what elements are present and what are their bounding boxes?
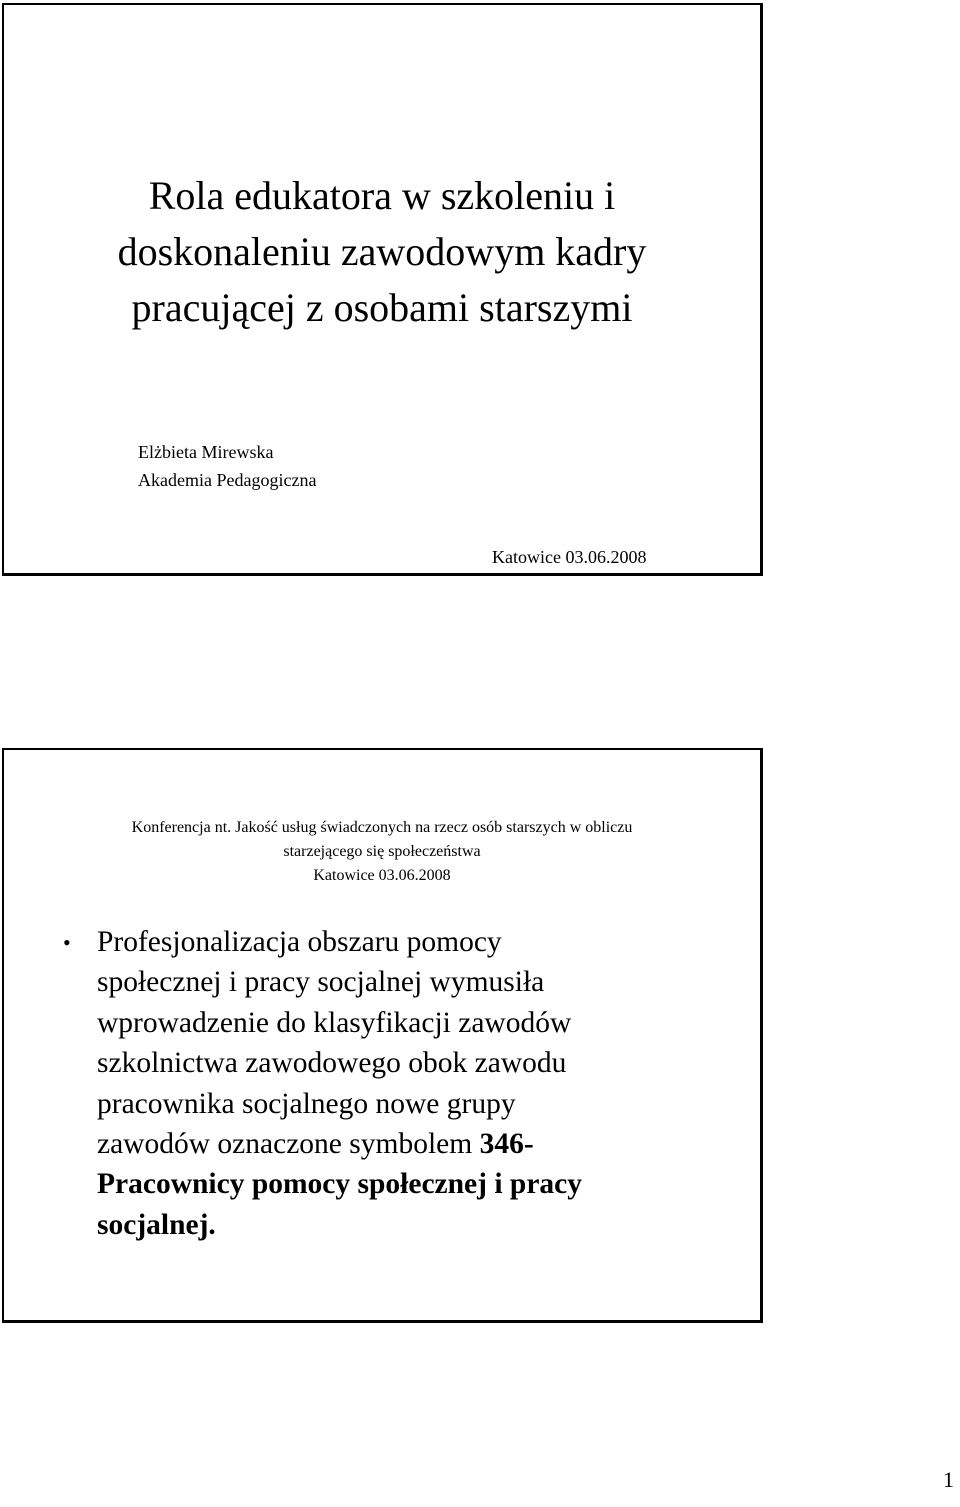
conference-header xyxy=(4,816,760,888)
title-line-1: Rola edukatora w szkoleniu i xyxy=(148,173,616,218)
author-name: Elżbieta Mirewska xyxy=(138,442,274,462)
bullet-text xyxy=(97,922,582,1245)
conference-header-line-1: Konferencja nt. Jakość usług świadczonych na rzecz osób starszych w obliczu xyxy=(131,819,633,836)
bullet-line-6 xyxy=(97,1124,582,1164)
bullet-icon: • xyxy=(63,930,71,955)
conference-header-line-2: starzejącego się społeczeństwa xyxy=(283,843,481,860)
bullet-line-1: Profesjonalizacja obszaru pomocy xyxy=(97,926,502,958)
slide-1-title xyxy=(4,168,760,336)
bullet-line-8: socjalnej. xyxy=(97,1208,216,1241)
page-number: 1 xyxy=(943,1467,954,1492)
bullet-line-7: Pracownicy pomocy społecznej i pracy xyxy=(97,1168,583,1201)
slide-1-date: Katowice 03.06.2008 xyxy=(492,547,647,567)
bullet-line-4: szkolnictwa zawodowego obok zawodu xyxy=(97,1047,567,1080)
bullet-line-6-text: zawodów oznaczone symbolem xyxy=(97,1128,480,1161)
bullet-line-3: wprowadzenie do klasyfikacji zawodów xyxy=(97,1006,572,1039)
conference-header-line-3: Katowice 03.06.2008 xyxy=(313,867,451,884)
author-institution: Akademia Pedagogiczna xyxy=(138,470,317,490)
bullet-line-2: społecznej i pracy socjalnej wymusiła xyxy=(97,966,545,999)
title-line-3: pracującej z osobami starszymi xyxy=(131,285,633,330)
author-block xyxy=(138,438,316,494)
slide-2 xyxy=(2,748,763,1323)
bullet-line-5: pracownika socjalnego nowe grupy xyxy=(97,1087,516,1120)
title-line-2: doskonaleniu zawodowym kadry xyxy=(117,229,647,274)
symbol-code: 346- xyxy=(479,1128,534,1161)
slide-1 xyxy=(2,3,763,576)
